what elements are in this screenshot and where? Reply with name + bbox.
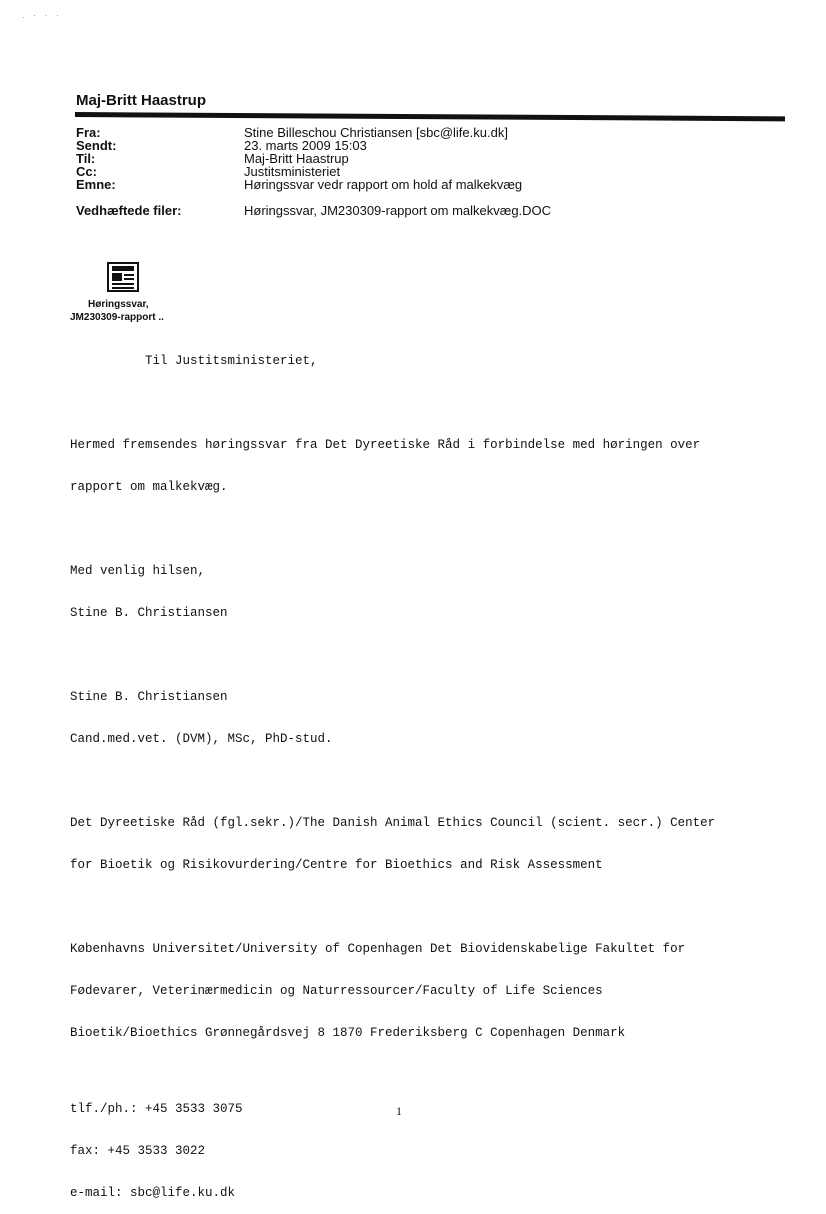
subject-label: Emne:: [76, 177, 116, 192]
organization-line-2: for Bioetik og Risikovurdering/Centre for Bioethics and Risk Assessment: [70, 858, 603, 872]
to-row: [76, 152, 776, 165]
body-line-2: rapport om malkekvæg.: [70, 480, 228, 494]
organization-line-1: Det Dyreetiske Råd (fgl.sekr.)/The Danish Animal Ethics Council (scient. secr.) Center: [70, 816, 716, 830]
signature-name: Stine B. Christiansen: [70, 690, 228, 704]
email-line: e-mail: sbc@life.ku.dk: [70, 1186, 236, 1200]
from-row: [76, 126, 776, 139]
body-line-1: Hermed fremsendes høringssvar fra Det Dyreetiske Råd i forbindelse med høringen over: [70, 438, 701, 452]
attachments-row: [76, 203, 776, 219]
attachments-value: Høringssvar, JM230309-rapport om malkekvæg.DOC: [244, 203, 552, 218]
fax-line: fax: +45 3533 3022: [70, 1144, 206, 1158]
to-value: Maj-Britt Haastrup: [244, 151, 349, 166]
university-line-1: Københavns Universitet/University of Copenhagen Det Biovidenskabelige Fakultet for: [70, 942, 686, 956]
header-divider: [75, 112, 785, 121]
attachment-caption-line1: Høringssvar,: [88, 299, 149, 310]
email-header: [76, 126, 776, 219]
sent-row: [76, 139, 776, 152]
email-body: [70, 326, 770, 1214]
university-line-3: Bioetik/Bioethics Grønnegårdsvej 8 1870 Frederiksberg C Copenhagen Denmark: [70, 1026, 626, 1040]
attachment-caption[interactable]: [70, 298, 180, 324]
to-label: Til:: [76, 151, 96, 166]
sent-value: 23. marts 2009 15:03: [244, 138, 367, 153]
word-document-icon[interactable]: [107, 262, 139, 292]
signature-title: Cand.med.vet. (DVM), MSc, PhD-stud.: [70, 732, 333, 746]
attachment-caption-line2: JM230309-rapport ..: [70, 312, 164, 323]
subject-row: [76, 178, 776, 191]
closing-line-1: Med venlig hilsen,: [70, 564, 206, 578]
from-label: Fra:: [76, 125, 101, 140]
phone-line: tlf./ph.: +45 3533 3075: [70, 1102, 243, 1116]
greeting: Til Justitsministeriet,: [70, 354, 318, 368]
subject-value: Høringssvar vedr rapport om hold af malkekvæg: [244, 177, 523, 192]
attachments-label: Vedhæftede filer:: [76, 203, 182, 218]
mailbox-owner-name: Maj-Britt Haastrup: [76, 92, 207, 109]
from-value: Stine Billeschou Christiansen [sbc@life.ku.dk]: [244, 125, 508, 140]
cc-value: Justitsministeriet: [244, 164, 341, 179]
page-number: 1: [396, 1104, 402, 1118]
cc-label: Cc:: [76, 164, 97, 179]
scan-specks: . · · ·: [22, 10, 62, 20]
closing-line-2: Stine B. Christiansen: [70, 606, 228, 620]
university-line-2: Fødevarer, Veterinærmedicin og Naturressourcer/Faculty of Life Sciences: [70, 984, 603, 998]
sent-label: Sendt:: [76, 138, 117, 153]
